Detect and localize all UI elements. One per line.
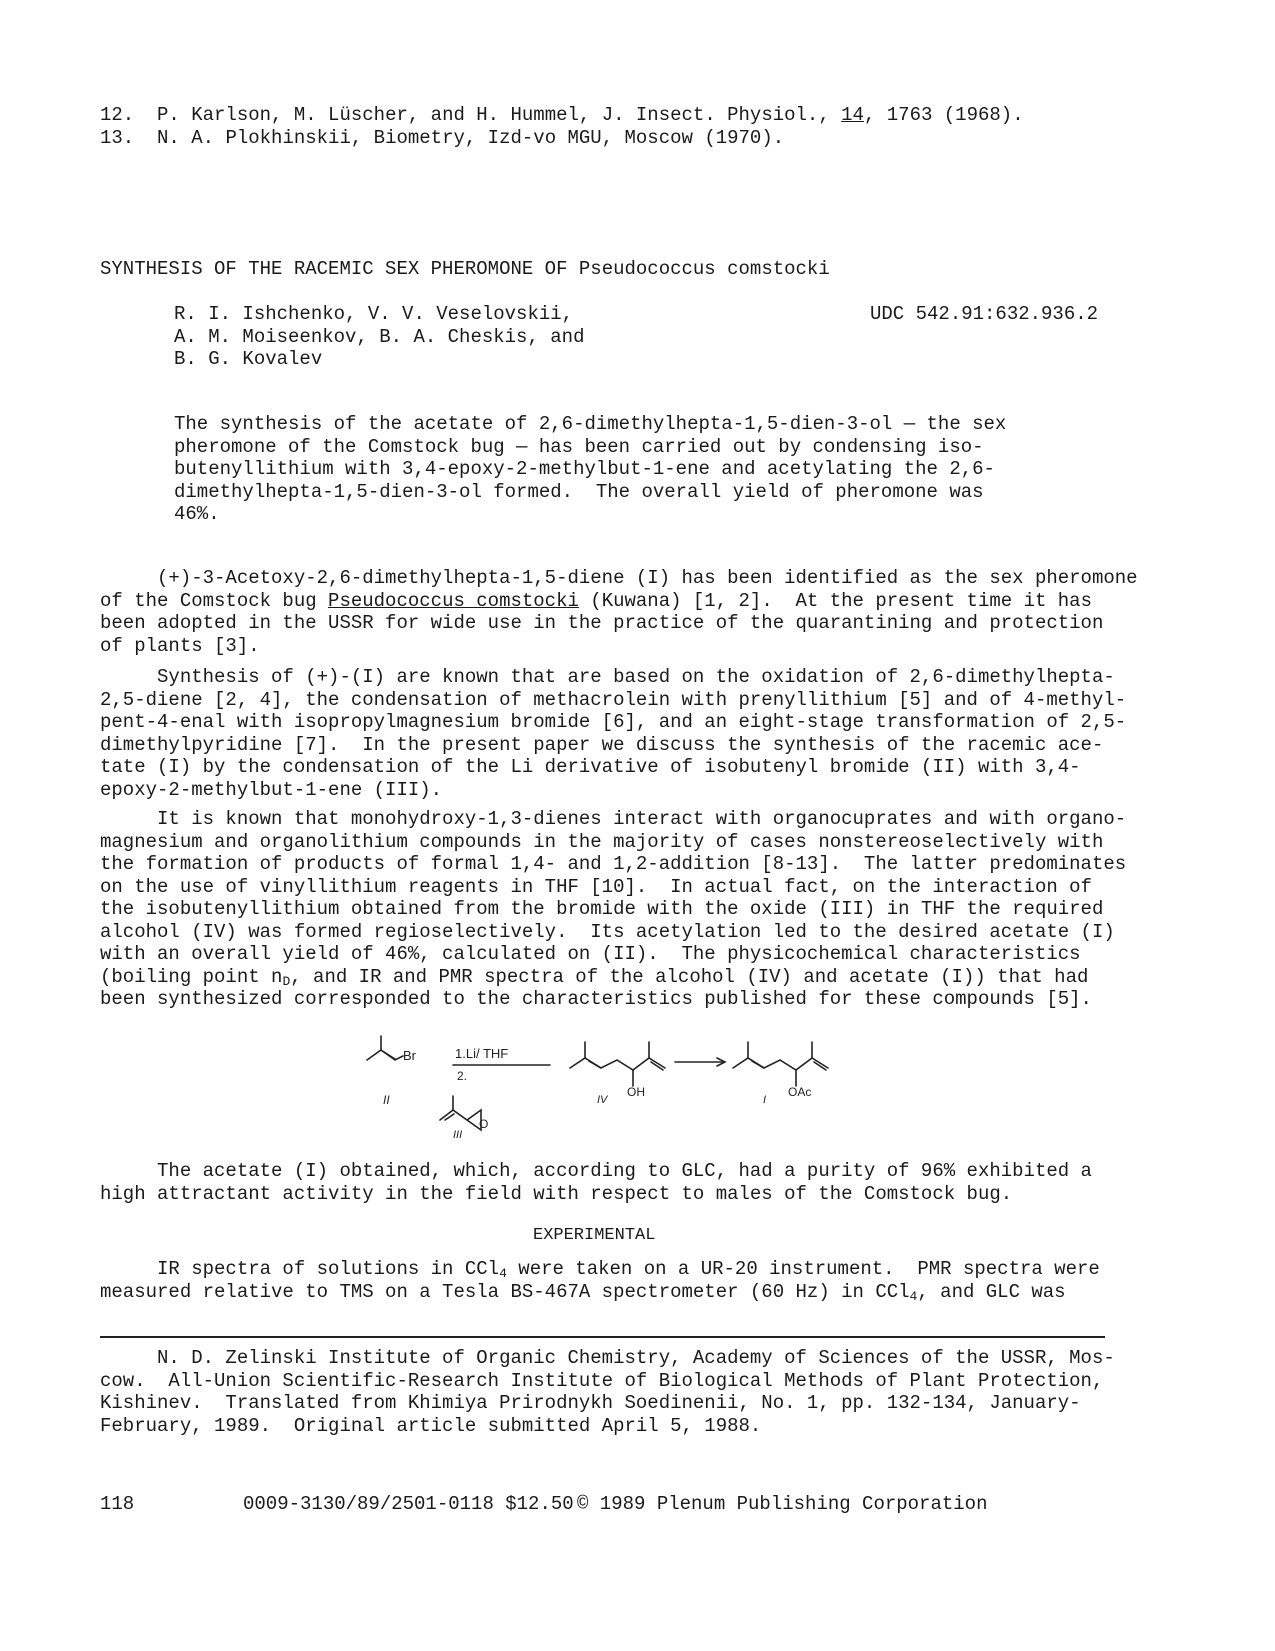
reference-13: 13. N. A. Plokhinskii, Biometry, Izd-vo MGU, Moscow (1970). <box>100 126 785 149</box>
reagent-step-1: 1.Li/ THF <box>455 1046 509 1061</box>
epoxide-oxygen: O <box>479 1117 489 1131</box>
reagent-step-2: 2. <box>457 1069 468 1083</box>
paragraph-4 <box>100 1160 1092 1205</box>
reference-12: 12. P. Karlson, M. Lüscher, and H. Hummel, J. Insect. Physiol., 14, 1763 (1968). <box>100 104 1024 126</box>
paragraph-3 <box>100 808 1126 1011</box>
footnote <box>100 1347 1115 1437</box>
label-iii: III <box>453 1129 463 1141</box>
body-line: been synthesized corresponded to the characteristics published for these compounds [5]. <box>100 988 1092 1010</box>
label-ii: II <box>383 1093 390 1107</box>
body-line: with an overall yield of 46%, calculated on (II). The physicochemical characteristics <box>100 943 1081 965</box>
paragraph-1 <box>100 567 1138 657</box>
body-line: The acetate (I) obtained, which, according to GLC, had a purity of 96% exhibited a <box>100 1160 1092 1182</box>
body-line: high attractant activity in the field with respect to males of the Comstock bug. <box>100 1182 1013 1205</box>
author-line: R. I. Ishchenko, V. V. Veselovskii, <box>174 303 574 325</box>
body-line: (boiling point $n_D$, and IR and PMR spectra of the alcohol (IV) and acetate (I)) that had <box>100 965 1089 989</box>
species-name: Pseudococcus comstocki <box>328 589 579 612</box>
acetoxy-label: OAc <box>788 1085 812 1099</box>
body-line: the isobutenyllithium obtained from the bromide with the oxide (III) in THF the required <box>100 898 1104 920</box>
compound-iv-structure <box>570 1058 665 1070</box>
publication-code: 0009-3130/89/2501-0118 $12.50 <box>243 1493 574 1515</box>
body-line: 2,5-diene [2, 4], the condensation of methacrolein with prenyllithium [5] and of 4-methyl- <box>100 688 1127 711</box>
body-line: measured relative to TMS on a Tesla BS-467A spectrometer (60 Hz) in CCl$_4$, and GLC was <box>100 1280 1066 1304</box>
bromine-label: Br <box>403 1048 416 1063</box>
body-line: IR spectra of solutions in CCl$_4$ were taken on a UR-20 instrument. PMR spectra were <box>100 1258 1100 1281</box>
abstract-line: The synthesis of the acetate of 2,6-dimethylhepta-1,5-dien-3-ol — the sex <box>174 413 1007 435</box>
abstract-line: pheromone of the Comstock bug — has been carried out by condensing iso- <box>174 435 984 458</box>
section-heading: EXPERIMENTAL <box>533 1226 656 1245</box>
reference-list <box>100 104 1024 149</box>
body-line: of plants [3]. <box>100 634 260 657</box>
author-list <box>174 303 584 371</box>
abstract-line: butenyllithium with 3,4-epoxy-2-methylbut-1-ene and acetylating the 2,6- <box>174 458 995 480</box>
body-line: alcohol (IV) was formed regioselectively. Its acetylation led to the desired acetate (I) <box>100 920 1115 943</box>
footnote-line: February, 1989. Original article submitted April 5, 1988. <box>100 1414 762 1437</box>
article-title: SYNTHESIS OF THE RACEMIC SEX PHEROMONE OF Pseudococcus comstocki <box>100 258 830 280</box>
label-iv: IV <box>597 1094 608 1106</box>
footnote-line: cow. All-Union Scientific-Research Institute of Biological Methods of Plant Protection, <box>100 1369 1104 1392</box>
body-line: epoxy-2-methylbut-1-ene (III). <box>100 778 443 801</box>
body-line: of the Comstock bug Pseudococcus comstocki (Kuwana) [1, 2]. At the present time it has <box>100 589 1092 612</box>
body-line: tate (I) by the condensation of the Li derivative of isobutenyl bromide (II) with 3,4- <box>100 756 1081 778</box>
body-line: dimethylpyridine [7]. In the present paper we discuss the synthesis of the racemic ace- <box>100 733 1104 756</box>
copyright-notice: © 1989 Plenum Publishing Corporation <box>577 1493 988 1515</box>
hydroxyl-label: OH <box>627 1085 645 1099</box>
footnote-line: N. D. Zelinski Institute of Organic Chemistry, Academy of Sciences of the USSR, Mos- <box>100 1347 1115 1369</box>
experimental-paragraph <box>100 1258 1100 1303</box>
abstract-line: 46%. <box>174 503 220 525</box>
label-i: I <box>763 1094 767 1106</box>
author-line: A. M. Moiseenkov, B. A. Cheskis, and <box>174 325 585 348</box>
body-line: It is known that monohydroxy-1,3-dienes interact with organocuprates and with organo- <box>100 808 1127 830</box>
body-line: the formation of products of formal 1,4- and 1,2-addition [8-13]. The latter predominates <box>100 853 1127 875</box>
abstract <box>174 413 1006 526</box>
author-line: B. G. Kovalev <box>174 348 323 370</box>
paragraph-2 <box>100 666 1126 801</box>
udc-code: UDC 542.91:632.936.2 <box>870 303 1099 325</box>
body-line: on the use of vinyllithium reagents in THF [10]. In actual fact, on the interaction of <box>100 875 1092 898</box>
page-number: 118 <box>100 1493 135 1515</box>
footnote-line: Kishinev. Translated from Khimiya Prirodnykh Soedinenii, No. 1, pp. 132-134, January- <box>100 1392 1081 1414</box>
body-line: magnesium and organolithium compounds in the majority of cases nonstereoselectively with <box>100 830 1104 853</box>
body-line: pent-4-enal with isopropylmagnesium bromide [6], and an eight-stage transformation of 2,5- <box>100 711 1127 733</box>
reaction-scheme <box>345 1030 865 1150</box>
body-line: Synthesis of (+)-(I) are known that are based on the oxidation of 2,6-dimethylhepta- <box>100 666 1115 688</box>
abstract-line: dimethylhepta-1,5-dien-3-ol formed. The overall yield of pheromone was <box>174 480 984 503</box>
compound-i-structure <box>733 1058 828 1070</box>
body-line: (+)-3-Acetoxy-2,6-dimethylhepta-1,5-diene (I) has been identified as the sex pheromone <box>100 567 1138 589</box>
compound-ii-structure <box>367 1050 403 1060</box>
footnote-divider <box>100 1336 1105 1338</box>
body-line: been adopted in the USSR for wide use in the practice of the quarantining and protection <box>100 612 1104 634</box>
